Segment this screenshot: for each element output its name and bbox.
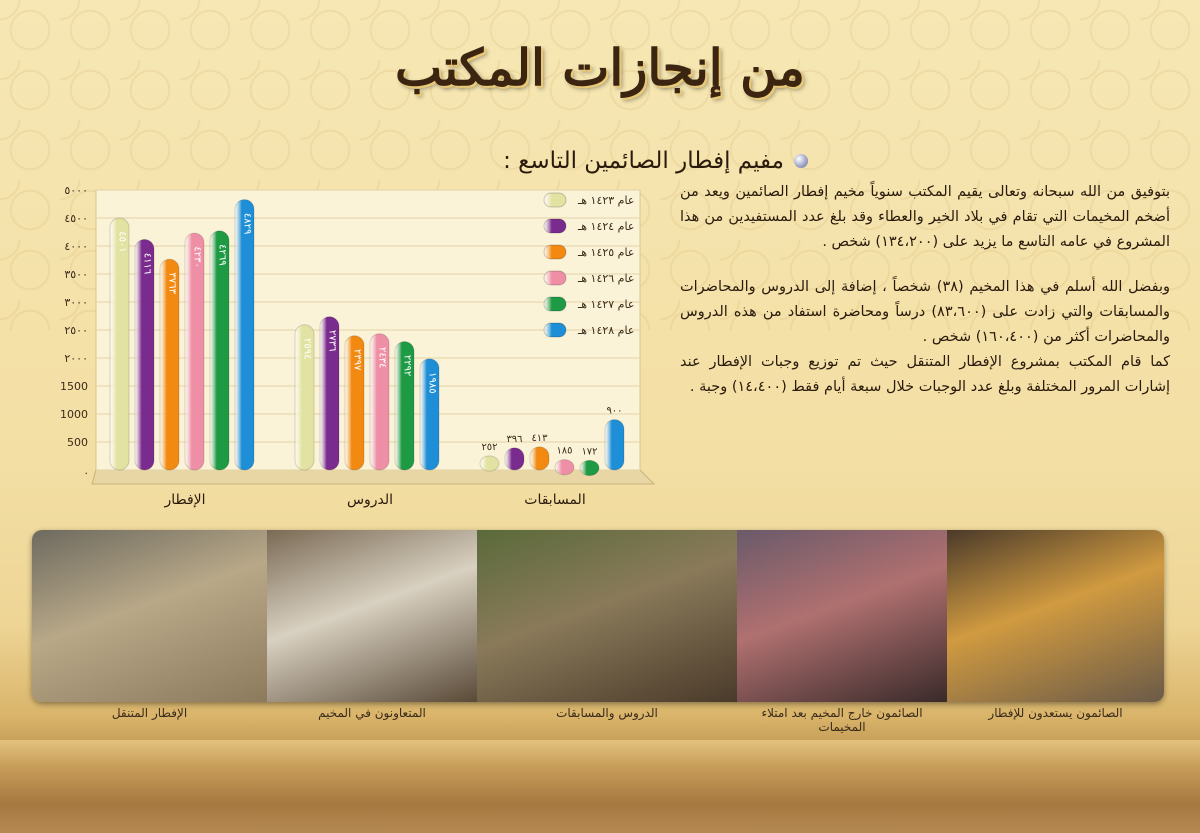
data-label: ١٨٥ [556, 445, 573, 457]
legend-label: عام ١٤٢٦ هـ [578, 272, 635, 285]
y-tick-label: ٣٥٠٠ [64, 268, 88, 281]
data-label: ٣٧٦٣ [166, 272, 178, 295]
y-tick-label: ٢٠٠٠ [64, 352, 88, 365]
bar [530, 447, 549, 470]
x-tick-label: الدروس [346, 492, 394, 508]
y-tick-label: ٥٠٠٠ [64, 184, 88, 197]
mobile-iftar-photo [32, 530, 267, 702]
data-label: ٢٤٣٤ [376, 346, 388, 369]
caption-row [32, 706, 1164, 734]
photo-caption: الدروس والمسابقات [556, 706, 658, 720]
section-heading [503, 148, 808, 174]
photo-caption: المتعاونون في المخيم [318, 706, 426, 720]
bar [480, 456, 499, 471]
data-label: ٣٩٦ [506, 433, 523, 445]
data-label: ٢٣٩٧ [351, 349, 363, 371]
legend-swatch [544, 219, 566, 233]
legend-label: عام ١٤٢٨ هـ [578, 324, 635, 337]
x-tick-label: المسابقات [524, 492, 586, 508]
data-label: ٢٥٩٤ [301, 337, 313, 360]
data-label: ٤٨٢٩ [241, 212, 253, 235]
data-label: ١٩٨٥ [426, 372, 438, 394]
data-label: ٢٥٢ [481, 441, 498, 453]
paragraph-2: وبفضل الله أسلم في هذا المخيم (٣٨) شخصاً ، إضافة إلى الدروس والمحاضرات والمسابقات والتي زادت على (٨٣،٦٠٠) درساً ومحاضرة استفاد من هذه الدروس والمحاضرات أكثر من (١٦٠،٤٠٠) شخص . [680, 279, 1170, 345]
legend-label: عام ١٤٢٤ هـ [578, 220, 635, 233]
legend-swatch [544, 193, 566, 207]
data-label: ٤١٣ [531, 432, 548, 444]
photo-strip [32, 530, 1164, 702]
x-tick-label: الإفطار [164, 492, 206, 508]
bar [555, 460, 574, 475]
bullet-icon [794, 154, 808, 168]
bar-chart [50, 180, 670, 510]
data-label: ٩٠٠ [606, 405, 623, 417]
data-label: ١٧٢ [581, 446, 598, 458]
photo-caption: الصائمون خارج المخيم بعد امتلاء المخيمات [761, 706, 923, 734]
y-tick-label: 500 [67, 436, 88, 449]
data-label: ٢٢٩٢ [401, 354, 413, 377]
bar [210, 231, 229, 470]
data-label: ٤١١٦ [141, 252, 153, 275]
data-label: ٤٢٣٠ [191, 246, 203, 268]
legend-swatch [544, 297, 566, 311]
outside-camp-photo [737, 530, 947, 702]
body-text [680, 180, 1170, 420]
bar [235, 200, 254, 470]
volunteers-photo [267, 530, 477, 702]
data-label: ٤٥٠١ [116, 231, 128, 253]
y-tick-label: 1000 [60, 408, 88, 421]
legend-label: عام ١٤٢٥ هـ [578, 246, 635, 259]
section-heading-text: مفيم إفطار الصائمين التاسع : [503, 148, 784, 174]
bar [505, 448, 524, 470]
paragraph-1: بتوفيق من الله سبحانه وتعالى يقيم المكتب سنوياً مخيم إفطار الصائمين ويعد من أضخم المخيمات التي تقام في بلاد الخير والعطاء وقد بلغ عدد المستفيدين من هذا المشروع في عامه التاسع ما يزيد على (١٣٤،٢٠٠) شخص . [680, 184, 1170, 250]
legend-swatch [544, 245, 566, 259]
data-label: ٤٢٦٩ [216, 244, 228, 266]
bar [580, 460, 599, 475]
y-tick-label: ٢٥٠٠ [64, 324, 88, 337]
preparing-iftar-photo [947, 530, 1164, 702]
bar [185, 233, 204, 470]
y-tick-label: ٣٠٠٠ [64, 296, 88, 309]
y-tick-label: ٤٠٠٠ [64, 240, 88, 253]
bottom-band [0, 740, 1200, 833]
bar [110, 218, 129, 470]
paragraph-3: كما قام المكتب بمشروع الإفطار المتنقل حيث تم توزيع وجبات الإفطار عند إشارات المرور المختلفة وبلغ عدد الوجبات خلال سبعة أيام فقط (١٤،٤٠٠) وجبة . [680, 354, 1170, 395]
photo-caption: الإفطار المتنقل [111, 706, 188, 720]
y-tick-label: . [84, 464, 88, 477]
data-label: ٢٧٣٦ [326, 330, 338, 352]
y-tick-label: ٤٥٠٠ [64, 212, 88, 225]
legend-label: عام ١٤٢٣ هـ [578, 194, 635, 207]
y-tick-label: 1500 [60, 380, 88, 393]
page-title: من إنجازات المكتب [395, 38, 805, 97]
bar [605, 420, 624, 470]
legend-swatch [544, 271, 566, 285]
lessons-photo [477, 530, 737, 702]
legend-swatch [544, 323, 566, 337]
photo-caption: الصائمون يستعدون للإفطار [988, 706, 1123, 720]
legend-label: عام ١٤٢٧ هـ [578, 298, 635, 311]
